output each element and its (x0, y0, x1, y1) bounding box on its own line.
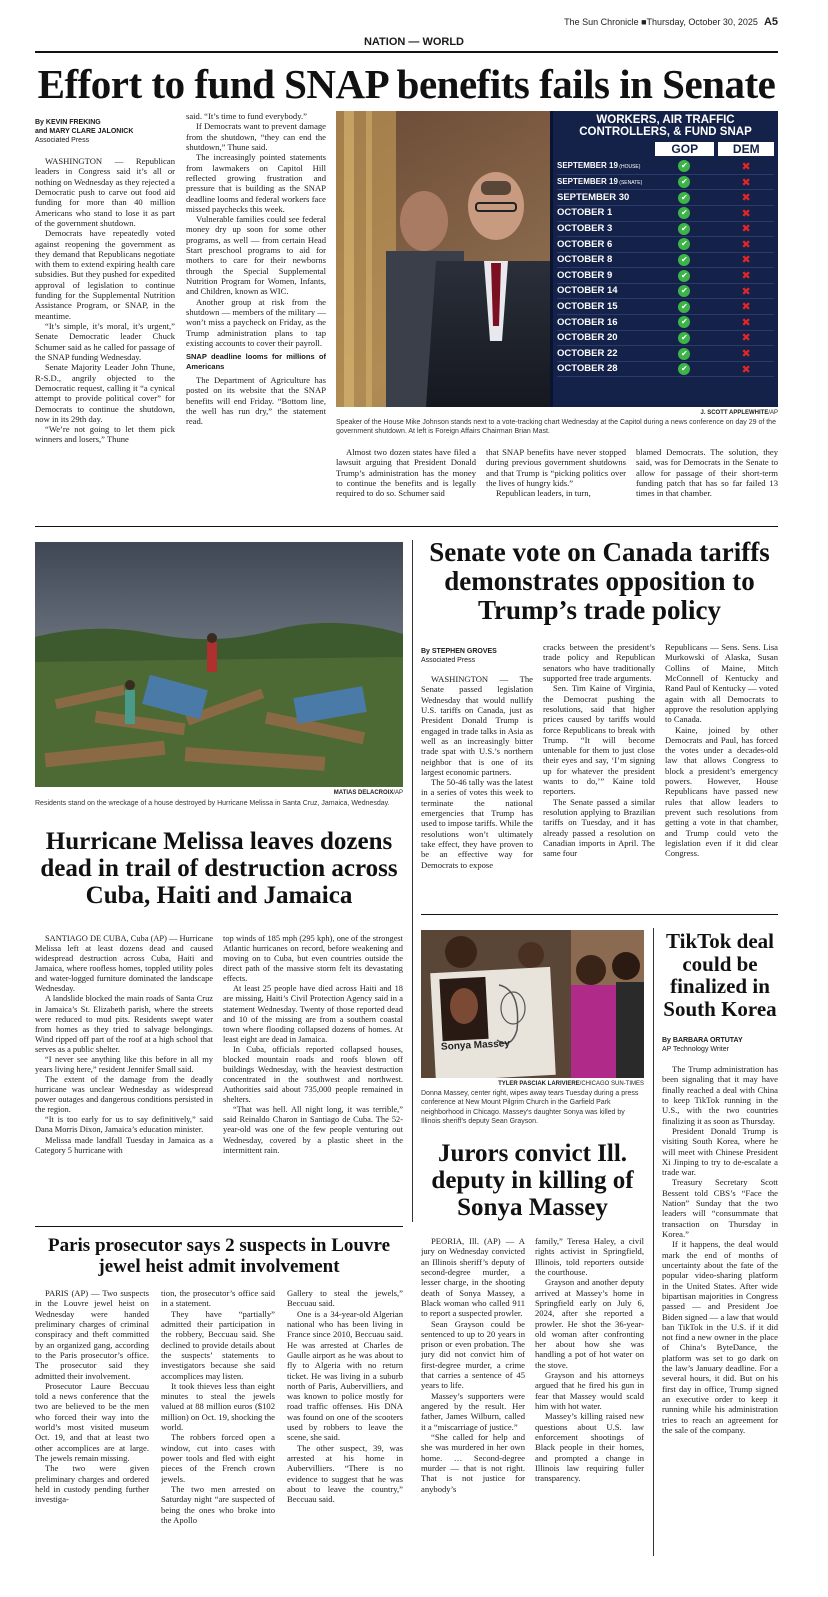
paragraph: Sen. Tim Kaine of Virginia, the Democrat pushing the resolutions, said that higher prices caused by tariffs would force Republicans to break with Trump. “It will become untenable for them to just close their eyes and say, ‘I’m signing up for whatever the president wants to do,’” Kaine told reporters. (543, 683, 655, 797)
dem-no-x-icon: ✖ (741, 300, 751, 314)
gop-yes-check-icon (655, 176, 715, 188)
gop-yes-check-icon (655, 285, 715, 297)
vote-chart-date-text: OCTOBER 28 (557, 364, 618, 374)
hurricane-photo-art (35, 542, 403, 787)
canada-col-3 (665, 642, 778, 904)
check-icon: ✔ (678, 301, 690, 313)
vote-chart-date (557, 162, 655, 170)
massey-credit-agency: /CHICAGO SUN-TIMES (579, 1081, 644, 1087)
massey-caption: Donna Massey, center right, wipes away tears Tuesday during a press conference at New Mount Pilgrim Church in the Garfield Park neighborhood in Chicago. Massey’s daughter Sonya was killed by Illinois sheriff’s deputy Sean Grayson. (421, 1090, 639, 1126)
dem-no-x-icon: ✖ (741, 191, 751, 205)
paragraph: Kaine, joined by other Democrats and Paul, has forced the votes under a decades-old law that allows Congress to block a president’s emergency powers. However, House Republicans have passed new rules that allow leaders to prevent such resolutions from getting a vote in that chamber, and Trump could veto the legislation even if it did clear Congress. (665, 724, 778, 859)
canada-byline (421, 647, 531, 665)
vote-chart-date (557, 271, 655, 281)
paragraph: Sean Grayson could be sentenced to up to 20 years in prison or even probation. The jury did not convict him of first-degree murder, a crime that carries a sentence of 45 years to life. (421, 1318, 525, 1391)
vote-chart-date (557, 255, 655, 265)
vote-chart-date (557, 178, 655, 186)
paragraph: In Cuba, officials reported collapsed houses, blocked mountain roads and roofs blown off buildings Wednesday, with the heaviest destruction concentrated in the southwest and northwest. Authorities said about 735,000 people remained in shelters. (223, 1044, 403, 1105)
snap-bottom-rule (35, 526, 778, 527)
paragraph: family,” Teresa Haley, a civil rights activist in Springfield, Illinois, told reporters outside the courthouse. (535, 1236, 644, 1277)
paragraph: At least 25 people have died across Haiti and 18 are missing, Haiti’s Civil Protection Agency said in a statement Wednesday. Twenty of those reported dead and 10 of the missing are from a southern coastal town where flooding collapsed dozens of homes. At least eight are dead in Jamaica. (223, 984, 403, 1044)
paragraph: Senate Majority Leader John Thune, R-S.D., angrily objected to the Democratic request, calling it “a cynical attempt to provide political cover” for Democrats to continue the shutdown, now in its 29th day. (35, 362, 175, 424)
snap-col-1 (35, 156, 175, 516)
vote-chart-row (557, 175, 774, 191)
check-icon: ✔ (678, 285, 690, 297)
paragraph: top winds of 185 mph (295 kph), one of the strongest Atlantic hurricanes on record, before weakening and moving on to Cuba, but even countries outside the direct path of the massive storm felt its devastating effects. (223, 934, 403, 984)
paragraph: tion, the prosecutor’s office said in a statement. (161, 1288, 275, 1309)
column-divider-1 (412, 540, 413, 1222)
paragraph: WASHINGTON — Republican leaders in Congress said it’s all or nothing on Wednesday as they rejected a Democratic push to carve out food aid funding for more than 40 million Americans who stand to lose it as part of the government shutdown. (35, 156, 175, 228)
paragraph: Massey’s supporters were angered by the result. Her father, James Wilburn, called it a “miscarriage of justice.” (421, 1390, 525, 1432)
hurricane-caption: Residents stand on the wreckage of a house destroyed by Hurricane Melissa in Santa Cruz, Jamaica, Wednesday. (35, 800, 390, 807)
paragraph: Gallery to steal the jewels,” Beccuau said. (287, 1288, 403, 1309)
paragraph: “I never see anything like this before in all my years living here,” resident Jennifer Small said. (35, 1054, 213, 1075)
vote-chart-row (557, 159, 774, 175)
vote-chart-date-text: OCTOBER 1 (557, 208, 613, 218)
vote-chart-title-2: CONTROLLERS, & FUND SNAP (579, 126, 752, 139)
paragraph: They have “partially” admitted their participation in the robbery, Beccuau said. She declined to provide details about the suspects’ statements to investigators because she said accomplices may listen. (161, 1308, 275, 1381)
snap-col-4 (486, 447, 626, 517)
paragraph: The Senate passed a similar resolution applying to Brazilian tariffs on Tuesday, and it has already passed a resolution on Canadian imports in April. The same four (543, 796, 655, 859)
vote-chart-date-text: OCTOBER 3 (557, 224, 613, 234)
paragraph: One is a 34-year-old Algerian national who has been living in France since 2010, Beccuau said. He was arrested at Charles de Gaulle airport as he was about to fly to Algeria with no return ticket. He was living in a suburb north of Paris, Aubervilliers, and was known to police mostly for road traffic offenses. His DNA was found on one of the scooters used by robbers to leave the scene, she said. (287, 1308, 403, 1443)
check-icon: ✔ (678, 223, 690, 235)
gop-yes-check-icon (655, 363, 715, 375)
massey-credit-name: TYLER PASCIAK LARIVIERE (498, 1081, 580, 1087)
paragraph: Another group at risk from the shutdown — members of the military — won’t miss a paycheck on Friday, as the Trump administration plans to tap existing accounts to cover their payroll. (186, 296, 326, 348)
dem-no-x-icon: ✖ (741, 237, 751, 251)
paragraph: “It is too early for us to say definitively,” said Dana Morris Dixon, Jamaica’s education minister. (35, 1115, 213, 1135)
vote-chart-dem-header: DEM (718, 142, 774, 156)
vote-chart-date (557, 318, 655, 328)
tiktok-agency: AP Technology Writer (662, 1046, 729, 1054)
paragraph: Democrats have repeatedly voted against reopening the government as they demand that Republicans negotiate with them to extend expiring health care subsidies. But they pushed for expedited approval of legislation to continue funding for the Supplemental Nutrition Assistance Program, or SNAP, in the meantime. (35, 228, 175, 321)
check-icon: ✔ (678, 238, 690, 250)
vote-chart-title (553, 111, 778, 138)
hurricane-col-2 (223, 934, 403, 1219)
paragraph: Prosecutor Laure Beccuau told a news conference that the two are believed to be the men who forced their way into the world’s most visited museum Oct. 19, and that at least two other accomplices are at large. The jewels remain missing. (35, 1380, 149, 1463)
paris-col-2 (161, 1288, 275, 1556)
vote-chart-rows (553, 159, 778, 377)
snap-caption: Speaker of the House Mike Johnson stands next to a vote-tracking chart Wednesday at the Capitol during a news conference on day 29 of the government shutdown. At left is Foreign Affairs Chairman Brian Mast. (336, 419, 776, 436)
vote-chart-date-text: OCTOBER 6 (557, 239, 613, 250)
vote-chart-note: (HOUSE) (617, 164, 641, 171)
canada-byline-name: By STEPHEN GROVES (421, 648, 497, 655)
paragraph: SANTIAGO DE CUBA, Cuba (AP) — Hurricane Melissa left at least dozens dead and caused widespread destruction across Cuba, Haiti and Jamaica, where roofless homes, toppled utility poles and water-logged furniture dominated the landscape Wednesday. (35, 934, 213, 994)
vote-chart-row (557, 268, 774, 284)
paragraph: Vulnerable families could see federal money dry up soon for some other programs, as well — from certain Head Start preschool programs to aid for mothers to care for their newborns through the Special Supplemental Nutrition Program for Women, Infants, and Children, known as WIC. (186, 214, 326, 297)
gop-yes-check-icon (655, 160, 715, 172)
dem-no-x-icon: ✖ (741, 331, 751, 345)
paragraph: “She called for help and she was murdered in her own home. … Second-degree murder — that is not right. That is not justice for anybody’s (421, 1431, 525, 1494)
dem-no-x-icon: ✖ (741, 315, 751, 329)
paragraph: “It’s simple, it’s moral, it’s urgent,” Senate Democratic leader Chuck Schumer said as he called for passage of the SNAP funding Wednesday. (35, 321, 175, 362)
paragraph: PARIS (AP) — Two suspects in the Louvre jewel heist on Wednesday were handed preliminary charges of criminal conspiracy and theft committed by an organized gang, according to the Paris prosecutor’s office. The prosecutor said they admitted their involvement. (35, 1288, 149, 1381)
gop-yes-check-icon (655, 270, 715, 282)
massey-headline: Jurors convict Ill. deputy in killing of Sonya Massey (431, 1140, 634, 1221)
vote-chart-row (557, 315, 774, 331)
gop-yes-check-icon (655, 316, 715, 328)
dem-no-x-icon: ✖ (741, 222, 751, 236)
tiktok-col (662, 1064, 778, 1556)
paragraph: If Democrats want to prevent damage from the shutdown, “they can end the shutdown,” Thune said. (186, 121, 326, 152)
hurricane-credit-agency: /AP (393, 790, 403, 796)
check-icon: ✔ (678, 254, 690, 266)
vote-chart-date-text: OCTOBER 14 (557, 286, 618, 296)
vote-chart-row (557, 346, 774, 362)
vote-chart-date-text: SEPTEMBER 30 (557, 192, 630, 203)
paragraph: The Department of Agriculture has posted on its website that the SNAP benefits will end Friday. “Bottom line, the well has run dry,” the statement read. (186, 374, 326, 427)
gop-yes-check-icon (655, 192, 715, 204)
paragraph: President Donald Trump is visiting South Korea, where he will meet with Chinese President Xi Jinping to try to de-escalate a trade war. (662, 1125, 778, 1178)
vote-chart-board (550, 111, 778, 407)
paragraph: blamed Democrats. The solution, they said, was for Democrats in the Senate to allow for passage of their short-term funding patch that has so far failed 13 times in that chamber. (636, 447, 778, 499)
page-folio (564, 16, 778, 28)
vote-chart-date-text: SEPTEMBER 19 (557, 178, 618, 187)
massey-col-2 (535, 1236, 644, 1556)
paragraph: It took thieves less than eight minutes to steal the jewels valued at 88 million euros ($102 million) on Oct. 19, shocking the world. (161, 1380, 275, 1433)
vote-chart-date (557, 240, 655, 250)
hurricane-headline: Hurricane Melissa leaves dozens dead in trail of destruction across Cuba, Haiti and Jamaica (40, 828, 398, 909)
vote-chart-date (557, 364, 655, 374)
vote-chart-gop-header: GOP (655, 142, 714, 156)
hurricane-photo (35, 542, 403, 787)
vote-chart-row (557, 190, 774, 206)
paragraph: Melissa made landfall Tuesday in Jamaica as a Category 5 hurricane with (35, 1135, 213, 1155)
vote-chart-date-text: OCTOBER 9 (557, 270, 613, 281)
dem-no-x-icon: ✖ (741, 347, 751, 361)
vote-chart-date (557, 302, 655, 312)
dem-no-x-icon: ✖ (741, 175, 751, 189)
dem-no-x-icon: ✖ (741, 269, 751, 283)
snap-byline (35, 118, 175, 145)
paragraph: Republicans — Sens. Sens. Lisa Murkowski of Alaska, Susan Collins of Maine, Mitch McConnell of Kentucky and Rand Paul of Kentucky — voted again with all Democrats to approve the resolution applying to Canada. (665, 642, 778, 725)
vote-chart-date (557, 333, 655, 343)
vote-chart-date-text: OCTOBER 16 (557, 317, 618, 328)
check-icon: ✔ (678, 316, 690, 328)
dem-no-x-icon: ✖ (741, 284, 751, 298)
paris-top-rule (35, 1226, 403, 1227)
section-label: NATION — WORLD (363, 36, 464, 48)
dem-no-x-icon: ✖ (741, 362, 751, 376)
paragraph: Republican leaders, in turn, (496, 488, 591, 499)
tiktok-byline (662, 1036, 778, 1054)
vote-chart-row (557, 299, 774, 315)
paragraph: The two men arrested on Saturday night “are suspected of being the ones who broke into the Apollo (161, 1483, 275, 1525)
vote-chart-row (557, 331, 774, 347)
dem-no-x-icon: ✖ (741, 206, 751, 220)
snap-col-2 (186, 111, 326, 431)
paragraph: A landslide blocked the main roads of Santa Cruz in Jamaica’s St. Elizabeth parish, where the streets were reduced to mud pits. Residents swept water from homes as they tried to salvage belongings. Wind ripped off part of the roof at a high school that serves as a public shelter. (35, 994, 213, 1054)
gop-yes-check-icon (655, 238, 715, 250)
vote-chart-row (557, 237, 774, 253)
paragraph: cracks between the president’s trade policy and Republican senators who have traditionally supported free trade arguments. (543, 642, 655, 683)
header-rule (35, 51, 778, 53)
check-icon: ✔ (678, 160, 690, 172)
snap-photo-credit (336, 410, 778, 416)
vote-chart-date-text: OCTOBER 8 (557, 255, 613, 265)
tiktok-byline-name: By BARBARA ORTUTAY (662, 1037, 743, 1044)
vote-chart-row (557, 253, 774, 269)
paragraph: The Trump administration has been signaling that it may have finally reached a deal with China to keep TikTok running in the U.S., with the two countries finalizing it as soon as Thursday. (662, 1064, 778, 1126)
vote-chart-date (557, 224, 655, 234)
vote-chart-date-text: OCTOBER 15 (557, 302, 618, 312)
tiktok-headline: TikTok deal could be finalized in South Korea (663, 929, 777, 1022)
gop-yes-check-icon (655, 207, 715, 219)
hurricane-col-1 (35, 934, 213, 1219)
massey-sign-text: Sonya Massey (440, 1038, 511, 1053)
vote-chart-row (557, 206, 774, 222)
canada-col-2 (543, 642, 655, 904)
vote-chart-date (557, 208, 655, 218)
vote-chart-note: (SENATE) (617, 180, 643, 187)
snap-byline-2: and MARY CLARE JALONICK (35, 128, 134, 136)
vote-chart-date (557, 286, 655, 296)
canada-headline: Senate vote on Canada tariffs demonstrates opposition to Trump’s trade policy (429, 537, 770, 626)
vote-chart-row (557, 222, 774, 238)
gop-yes-check-icon (655, 332, 715, 344)
snap-col-3 (336, 447, 476, 517)
paragraph: If it happens, the deal would mark the end of months of uncertainty about the fate of the popular video-sharing platform in the United States. After wide bipartisan majorities in Congress passed — and President Joe Biden signed — a law that would ban TikTok in the U.S. if it did not find a new owner in the place of China’s ByteDance, the platform was set to go dark on the law’s January deadline. For a several hours, it did. But on his first day in office, Trump signed an executive order to keep it running while his administration tries to reach an agreement for the sale of the company. (662, 1239, 778, 1435)
hurricane-credit-name: MATIAS DELACROIX (333, 790, 394, 796)
paragraph: The increasingly pointed statements from lawmakers on Capitol Hill reflected growing frustration and pressure that is building as the SNAP deadline looms and federal workers face missed paychecks this week. (186, 152, 326, 214)
check-icon: ✔ (678, 332, 690, 344)
paragraph: Grayson and another deputy arrived at Massey’s home in Springfield early on July 6, 2024, after she reported a prowler. He shot the 36-year-old woman after confronting her about how she was handling a pot of hot water on the stove. (535, 1277, 644, 1370)
gop-yes-check-icon (655, 254, 715, 266)
vote-chart-title-1: WORKERS, AIR TRAFFIC (596, 114, 735, 126)
massey-photo (421, 930, 644, 1078)
paragraph: WASHINGTON — The Senate passed legislation Wednesday that would nullify U.S. tariffs on Canada, just as President Donald Trump is engaged in trade talks in Asia as well as an increasingly bitter trade spat with U.S.’s northern neighbor that is one of its largest economic partners. (421, 674, 533, 777)
paragraph: Grayson and his attorneys argued that he fired his gun in fear that Massey would scald him with hot water. (535, 1370, 644, 1411)
paragraph: Almost two dozen states have filed a lawsuit arguing that President Donald Trump’s administration has the money to continue the benefits and is legally required to do so. Schumer said (336, 447, 476, 499)
paragraph: PEORIA, Ill. (AP) — A jury on Wednesday convicted an Illinois sheriff’s deputy of second-degree murder, a lesser charge, in the shooting death of Sonya Massey, a Black woman who called 911 to report a suspected prowler. (421, 1236, 525, 1319)
paragraph: The other suspect, 39, was arrested at his home in Aubervilliers. “There is no evidence to suggest that he was about to leave the country,” Beccuau said. (287, 1442, 403, 1505)
snap-subhead: SNAP deadline looms for millions of Americans (186, 352, 326, 371)
vote-chart-date-text: OCTOBER 22 (557, 348, 618, 359)
check-icon: ✔ (678, 270, 690, 282)
dem-no-x-icon: ✖ (741, 253, 751, 267)
paris-col-3 (287, 1288, 403, 1556)
paragraph: that SNAP benefits have never stopped during previous government shutdowns and that Trump is “picking politics over the lives of hungry kids.” (486, 447, 626, 488)
dem-no-x-icon: ✖ (741, 159, 751, 173)
snap-headline: Effort to fund SNAP benefits fails in Senate (37, 61, 776, 107)
gop-yes-check-icon (655, 301, 715, 313)
check-icon: ✔ (678, 207, 690, 219)
vote-chart-date-text: SEPTEMBER 19 (557, 162, 618, 171)
snap-byline-1: By KEVIN FREKING (35, 119, 101, 126)
check-icon: ✔ (678, 192, 690, 204)
page-number: A5 (763, 16, 778, 28)
gop-yes-check-icon (655, 223, 715, 235)
paragraph: The 50-46 tally was the latest in a series of votes this week to terminate the national emergencies that Trump has used to impose tariffs. While the resolutions won’t ultimately take effect, they have proven to be an effective way for Democrats to expose (421, 777, 533, 870)
canada-col-1 (421, 674, 533, 904)
paragraph: Massey’s killing raised new questions about U.S. law enforcement shootings of Black people in their homes, and prompted a change in Illinois law requiring fuller transparency. (535, 1411, 644, 1484)
snap-credit-name: J. SCOTT APPLEWHITE (700, 410, 769, 416)
paragraph: said. “It’s time to fund everybody.” (186, 111, 307, 121)
canada-agency: Associated Press (421, 657, 476, 665)
check-icon: ✔ (678, 176, 690, 188)
massey-photo-credit (421, 1081, 644, 1087)
paper-date: The Sun Chronicle ■Thursday, October 30, 2025 (564, 17, 758, 27)
vote-chart-row (557, 284, 774, 300)
paragraph: The extent of the damage from the deadly hurricane was unclear Wednesday as widespread power outages and dangerous conditions persisted in the region. (35, 1075, 213, 1115)
gop-yes-check-icon (655, 348, 715, 360)
vote-chart-date (557, 349, 655, 359)
paragraph: Treasury Secretary Scott Bessent told CBS’s “Face the Nation” Sunday that the two leaders will “consummate that transaction on Thursday in Korea.” (662, 1177, 778, 1239)
snap-agency: Associated Press (35, 137, 90, 145)
vote-chart-date (557, 193, 655, 203)
paris-headline: Paris prosecutor says 2 suspects in Louvre jewel heist admit involvement (47, 1235, 391, 1277)
paragraph: The two were given preliminary charges and ordered held in custody pending further investiga- (35, 1463, 149, 1505)
hurricane-photo-credit (35, 790, 403, 796)
vote-chart-row (557, 362, 774, 378)
massey-col-1 (421, 1236, 525, 1556)
check-icon: ✔ (678, 348, 690, 360)
massey-photo-art (421, 930, 644, 1078)
snap-col-5 (636, 447, 778, 517)
snap-credit-agency: /AP (768, 410, 778, 416)
vote-chart-date-text: OCTOBER 20 (557, 333, 618, 343)
paragraph: “We’re not going to let them pick winners and losers,” Thune (35, 424, 175, 445)
column-divider-2 (653, 928, 654, 1556)
paris-col-1 (35, 1288, 149, 1556)
paragraph: “That was hell. All night long, it was terrible,” said Reinaldo Charon in Santiago de Cuba. The 52-year-old was one of the few people venturing out Wednesday, covered by a plastic sheet in the intermittent rain. (223, 1105, 403, 1155)
paragraph: The robbers forced open a window, cut into cases with power tools and fled with eight pieces of the French crown jewels. (161, 1432, 275, 1484)
snap-photo (336, 111, 778, 407)
canada-bottom-rule (421, 914, 778, 915)
check-icon: ✔ (678, 363, 690, 375)
